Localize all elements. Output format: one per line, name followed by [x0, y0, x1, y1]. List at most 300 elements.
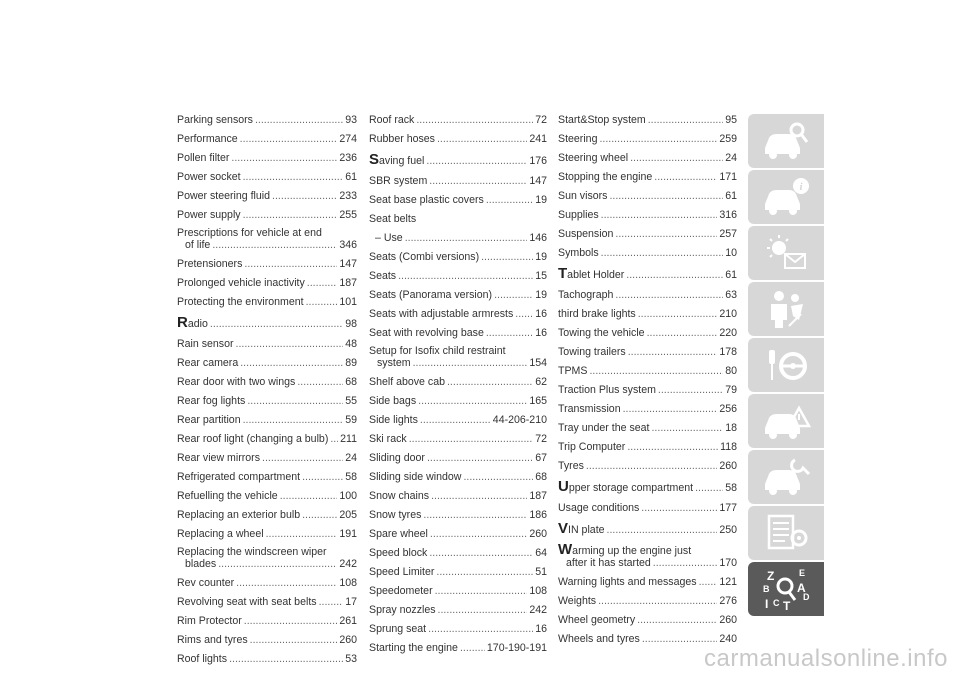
entry-page[interactable]: 147 [339, 258, 357, 270]
index-entry [177, 130, 357, 149]
entry-page[interactable]: 260 [719, 614, 737, 626]
entry-label: IN plate [568, 524, 605, 536]
entry-page[interactable]: 72 [535, 433, 547, 445]
leader-dots [243, 168, 344, 187]
tab-index[interactable] [748, 562, 824, 616]
entry-label-line1: arming up the engine just [572, 545, 692, 557]
entry-page[interactable]: 79 [725, 384, 737, 396]
entry-page[interactable]: 257 [719, 228, 737, 240]
leader-dots [218, 558, 337, 570]
entry-label: Ski rack [369, 433, 407, 445]
entry-page[interactable]: 53 [345, 653, 357, 665]
index-entry [369, 620, 547, 639]
entry-label: Stopping the engine [558, 171, 653, 183]
entry-page[interactable]: 19 [535, 194, 547, 206]
index-entry [369, 286, 547, 305]
leader-dots [427, 449, 533, 468]
leader-dots [638, 305, 718, 324]
entry-label: Shelf above cab [369, 376, 445, 388]
index-entry [177, 312, 357, 335]
entry-label: Side lights [369, 414, 418, 426]
entry-page[interactable]: 19 [535, 251, 547, 263]
index-entry [558, 225, 737, 244]
entry-page[interactable]: 24 [345, 452, 357, 464]
index-entry [369, 449, 547, 468]
leader-dots [463, 468, 533, 487]
leader-dots [447, 373, 533, 392]
entry-page[interactable]: 236 [339, 152, 357, 164]
leader-dots [637, 611, 717, 630]
entry-label: Towing the vehicle [558, 327, 645, 339]
entry-label: Start&Stop system [558, 114, 646, 126]
entry-label-line1: Prescriptions for vehicle at end [177, 227, 322, 239]
index-entry [558, 457, 737, 476]
entry-label: Speed block [369, 547, 428, 559]
leader-dots [240, 130, 338, 149]
index-entry [177, 168, 357, 187]
svg-text:Z: Z [767, 569, 775, 583]
car-info-icon [759, 174, 813, 220]
leader-dots [486, 191, 533, 210]
leader-dots [243, 411, 344, 430]
entry-label: Sliding side window [369, 471, 462, 483]
leader-dots [262, 449, 343, 468]
entry-page[interactable]: 24 [725, 152, 737, 164]
entry-label: Sliding door [369, 452, 425, 464]
index-entry [558, 111, 737, 130]
entry-label: third brake lights [558, 308, 636, 320]
leader-dots [431, 487, 527, 506]
index-entry [369, 305, 547, 324]
entry-label: blades [185, 558, 217, 570]
entry-label: ablet Holder [567, 269, 625, 281]
leader-dots [297, 373, 343, 392]
leader-dots [423, 506, 527, 525]
index-entry [558, 305, 737, 324]
index-entry [369, 601, 547, 620]
entry-page[interactable]: 211 [340, 433, 357, 445]
index-entry [369, 210, 547, 229]
index-entry [177, 612, 357, 631]
leader-dots [330, 430, 338, 449]
entry-page[interactable]: 61 [345, 171, 357, 183]
index-entry [369, 149, 547, 172]
leader-dots [428, 620, 533, 639]
entry-page[interactable]: 241 [529, 133, 547, 145]
entry-label: Supplies [558, 209, 599, 221]
index-entry [177, 487, 357, 506]
entry-label: Tachograph [558, 289, 614, 301]
entry-label: Side bags [369, 395, 417, 407]
entry-page[interactable]: 51 [535, 566, 547, 578]
entry-page[interactable]: 259 [719, 133, 737, 145]
entry-page[interactable]: 170 [719, 557, 737, 569]
entry-page[interactable]: 108 [529, 585, 547, 597]
entry-label: Snow chains [369, 490, 430, 502]
leader-dots [398, 267, 533, 286]
index-entry [558, 438, 737, 457]
entry-label: Replacing a wheel [177, 528, 264, 540]
leader-dots [244, 255, 337, 274]
entry-page[interactable]: 276 [719, 595, 737, 607]
leader-dots [302, 506, 337, 525]
entry-page[interactable]: 118 [720, 441, 737, 453]
entry-page[interactable]: 93 [345, 114, 357, 126]
index-entry [177, 449, 357, 468]
entry-page[interactable]: 72 [535, 114, 547, 126]
index-column-2 [369, 111, 547, 658]
entry-page[interactable]: 191 [339, 528, 357, 540]
entry-page[interactable]: 316 [719, 209, 737, 221]
entry-label: SBR system [369, 175, 428, 187]
entry-page[interactable]: 250 [719, 524, 737, 536]
index-entry [369, 111, 547, 130]
index-entry [177, 547, 357, 570]
entry-label: Traction Plus system [558, 384, 656, 396]
index-entry [177, 187, 357, 206]
index-entry [369, 229, 547, 248]
entry-page[interactable]: 171 [719, 171, 737, 183]
leader-dots [626, 265, 723, 286]
tab-servicing[interactable] [748, 450, 824, 504]
entry-label: Power socket [177, 171, 241, 183]
index-entry [369, 582, 547, 601]
entry-page[interactable]: 95 [725, 114, 737, 126]
entry-label: Trip Computer [558, 441, 626, 453]
index-entry [369, 373, 547, 392]
index-entry [177, 631, 357, 650]
entry-page[interactable]: 256 [719, 403, 737, 415]
entry-page[interactable]: 89 [345, 357, 357, 369]
index-entry [558, 149, 737, 168]
index-entry [369, 392, 547, 411]
leader-dots [210, 314, 343, 335]
section-initial: V [558, 520, 569, 537]
entry-label: Rubber hoses [369, 133, 435, 145]
entry-page[interactable]: 121 [719, 576, 737, 588]
entry-label: Seats (Combi versions) [369, 251, 480, 263]
entry-label: Suspension [558, 228, 614, 240]
tab-starting-driving[interactable] [748, 338, 824, 392]
entry-label: Rev counter [177, 577, 235, 589]
entry-label: Rear door with two wings [177, 376, 296, 388]
entry-page[interactable]: 186 [529, 509, 547, 521]
entry-label: Sun visors [558, 190, 608, 202]
leader-dots [601, 206, 718, 225]
leader-dots [589, 362, 723, 381]
entry-label: Replacing an exterior bulb [177, 509, 301, 521]
index-entry [177, 430, 357, 449]
entry-label: Speed Limiter [369, 566, 435, 578]
entry-label: Seats [369, 270, 397, 282]
tab-car-search[interactable] [748, 114, 824, 168]
entry-label: adio [187, 318, 208, 330]
entry-label-line1: Replacing the windscreen wiper [177, 546, 327, 558]
leader-dots [319, 593, 344, 612]
leader-dots [627, 438, 718, 457]
entry-page[interactable]: 255 [339, 209, 357, 221]
leader-dots [307, 274, 338, 293]
tab-safety[interactable] [748, 282, 824, 336]
leader-dots [515, 305, 533, 324]
svg-text:T: T [783, 599, 791, 612]
index-entry [558, 168, 737, 187]
svg-text:i: i [799, 181, 803, 193]
entry-page[interactable]: 101 [339, 296, 357, 308]
svg-text:E: E [799, 568, 806, 578]
entry-page[interactable]: 44-206-210 [492, 414, 547, 426]
entry-label: Steering [558, 133, 598, 145]
entry-page[interactable]: 61 [725, 269, 737, 281]
entry-page[interactable]: 170-190-191 [486, 642, 547, 654]
leader-dots [653, 557, 718, 569]
leader-dots [607, 520, 718, 541]
leader-dots [212, 239, 337, 251]
leader-dots [302, 468, 343, 487]
entry-page[interactable]: 146 [529, 232, 547, 244]
leader-dots [429, 172, 527, 191]
tab-emergency[interactable] [748, 394, 824, 448]
entry-label: Protecting the environment [177, 296, 304, 308]
index-entry [558, 419, 737, 438]
leader-dots [243, 206, 338, 225]
leader-dots [586, 457, 717, 476]
entry-page[interactable]: 15 [535, 270, 547, 282]
leader-dots [601, 244, 724, 263]
leader-dots [658, 381, 723, 400]
svg-text:A: A [797, 581, 806, 595]
entry-page[interactable]: 261 [339, 615, 357, 627]
svg-text:C: C [773, 598, 780, 608]
leader-dots [647, 324, 718, 343]
entry-page[interactable]: 16 [535, 327, 547, 339]
entry-page[interactable]: 177 [719, 502, 737, 514]
entry-label: Spray nozzles [369, 604, 436, 616]
entry-page[interactable]: 100 [339, 490, 357, 502]
entry-label: Refrigerated compartment [177, 471, 301, 483]
leader-dots [435, 582, 528, 601]
leader-dots [651, 419, 723, 438]
entry-page[interactable]: 274 [339, 133, 357, 145]
entry-page[interactable]: 68 [345, 376, 357, 388]
section-initial: S [369, 151, 380, 168]
index-entry [177, 335, 357, 354]
entry-page[interactable]: 260 [529, 528, 547, 540]
entry-label: Warning lights and messages [558, 576, 697, 588]
entry-page[interactable]: 178 [719, 346, 737, 358]
entry-page[interactable]: 187 [529, 490, 547, 502]
entry-label: Usage conditions [558, 502, 640, 514]
index-entry [369, 468, 547, 487]
entry-label: – Use [375, 232, 403, 244]
index-entry [558, 381, 737, 400]
entry-label: Tray under the seat [558, 422, 650, 434]
entry-label: Snow tyres [369, 509, 422, 521]
entry-page[interactable]: 61 [725, 190, 737, 202]
entry-page[interactable]: 165 [529, 395, 547, 407]
entry-page[interactable]: 18 [725, 422, 737, 434]
tab-car-info[interactable] [748, 170, 824, 224]
entry-label: Seat belts [369, 213, 417, 225]
leader-dots [481, 248, 533, 267]
entry-label: Rear partition [177, 414, 241, 426]
leader-dots [699, 573, 718, 592]
entry-page[interactable]: 58 [345, 471, 357, 483]
entry-page[interactable]: 63 [725, 289, 737, 301]
key-steering-wheel-icon [759, 342, 813, 388]
entry-label: Roof lights [177, 653, 228, 665]
index-column-3 [558, 111, 737, 649]
entry-label: Rear view mirrors [177, 452, 260, 464]
entry-page[interactable]: 64 [535, 547, 547, 559]
section-initial: R [177, 314, 188, 331]
entry-label: after it has started [566, 557, 651, 569]
leader-dots [280, 487, 338, 506]
entry-page[interactable]: 16 [535, 623, 547, 635]
section-initial: W [558, 541, 573, 558]
entry-label: Parking sensors [177, 114, 253, 126]
index-entry [177, 274, 357, 293]
index-entry [177, 392, 357, 411]
leader-dots [426, 151, 527, 172]
leader-dots [266, 525, 338, 544]
index-entry [558, 476, 737, 499]
entry-page[interactable]: 210 [719, 308, 737, 320]
leader-dots [437, 130, 527, 149]
car-search-icon [759, 118, 813, 164]
index-entry [177, 293, 357, 312]
index-entry [177, 525, 357, 544]
index-entry [177, 650, 357, 669]
leader-dots [615, 225, 717, 244]
entry-label: Seat base plastic covers [369, 194, 484, 206]
index-entry [369, 544, 547, 563]
leader-dots [494, 286, 533, 305]
entry-label: Power steering fluid [177, 190, 271, 202]
index-entry [558, 611, 737, 630]
entry-page[interactable]: 10 [725, 247, 737, 259]
entry-page[interactable]: 346 [339, 239, 357, 251]
entry-label: Power supply [177, 209, 241, 221]
entry-label: Seat with revolving base [369, 327, 484, 339]
index-entry [369, 411, 547, 430]
entry-label: Rims and tyres [177, 634, 248, 646]
section-initial: T [558, 265, 568, 282]
leader-dots [486, 324, 533, 343]
leader-dots [615, 286, 723, 305]
entry-page[interactable]: 55 [345, 395, 357, 407]
entry-page[interactable]: 108 [339, 577, 357, 589]
entry-page[interactable]: 205 [339, 509, 357, 521]
index-entry [369, 172, 547, 191]
entry-page[interactable]: 233 [339, 190, 357, 202]
index-entry [369, 346, 547, 369]
leader-dots [429, 544, 533, 563]
entry-page[interactable]: 98 [345, 318, 357, 330]
leader-dots [416, 111, 533, 130]
entry-page[interactable]: 62 [535, 376, 547, 388]
entry-page[interactable]: 58 [725, 482, 737, 494]
leader-dots [418, 392, 527, 411]
entry-label: Towing trailers [558, 346, 626, 358]
entry-label: Rear roof light (changing a bulb) [177, 433, 329, 445]
entry-page[interactable]: 154 [529, 357, 547, 369]
entry-label: Steering wheel [558, 152, 629, 164]
warning-light-message-icon [759, 230, 813, 276]
entry-page[interactable]: 17 [345, 596, 357, 608]
leader-dots [436, 563, 533, 582]
entry-label: Spare wheel [369, 528, 428, 540]
leader-dots [628, 343, 718, 362]
index-entry [177, 206, 357, 225]
leader-dots [460, 639, 485, 658]
entry-page[interactable]: 260 [719, 460, 737, 472]
entry-page[interactable]: 67 [535, 452, 547, 464]
index-entry [177, 593, 357, 612]
tab-warning-lights[interactable] [748, 226, 824, 280]
index-entry [558, 130, 737, 149]
leader-dots [409, 430, 534, 449]
index-entry [558, 499, 737, 518]
entry-page[interactable]: 220 [719, 327, 737, 339]
entry-label: Seats with adjustable armrests [369, 308, 514, 320]
index-entry [177, 111, 357, 130]
index-entry [369, 267, 547, 286]
leader-dots [236, 335, 344, 354]
index-entry [558, 263, 737, 286]
entry-page[interactable]: 187 [339, 277, 357, 289]
index-entry [558, 541, 737, 569]
entry-page[interactable]: 48 [345, 338, 357, 350]
entry-page[interactable]: 59 [345, 414, 357, 426]
svg-text:B: B [763, 584, 770, 594]
entry-label: Pretensioners [177, 258, 243, 270]
entry-label-line1: Setup for Isofix child restraint [369, 345, 506, 357]
index-entry [558, 518, 737, 541]
entry-page[interactable]: 260 [339, 634, 357, 646]
index-entry [369, 130, 547, 149]
entry-page[interactable]: 16 [535, 308, 547, 320]
entry-label: Speedometer [369, 585, 433, 597]
leader-dots [599, 130, 717, 149]
entry-label: Pollen filter [177, 152, 230, 164]
entry-page[interactable]: 80 [725, 365, 737, 377]
leader-dots [413, 357, 528, 369]
entry-page[interactable]: 176 [529, 155, 547, 167]
index-entry [558, 244, 737, 263]
tab-technical-data[interactable] [748, 506, 824, 560]
entry-page[interactable]: 242 [339, 558, 357, 570]
entry-label: TPMS [558, 365, 588, 377]
entry-page[interactable]: 19 [535, 289, 547, 301]
entry-page[interactable]: 147 [529, 175, 547, 187]
entry-page[interactable]: 240 [719, 633, 737, 645]
index-entry [177, 228, 357, 251]
entry-label: Revolving seat with seat belts [177, 596, 317, 608]
entry-label: Prolonged vehicle inactivity [177, 277, 305, 289]
leader-dots [306, 293, 338, 312]
index-entry [369, 324, 547, 343]
index-entry [369, 191, 547, 210]
entry-page[interactable]: 68 [535, 471, 547, 483]
entry-label: Rain sensor [177, 338, 234, 350]
index-entry [177, 574, 357, 593]
entry-page[interactable]: 242 [529, 604, 547, 616]
svg-text:I: I [765, 597, 769, 611]
entry-label: Refuelling the vehicle [177, 490, 278, 502]
leader-dots [255, 111, 343, 130]
index-entry [369, 487, 547, 506]
